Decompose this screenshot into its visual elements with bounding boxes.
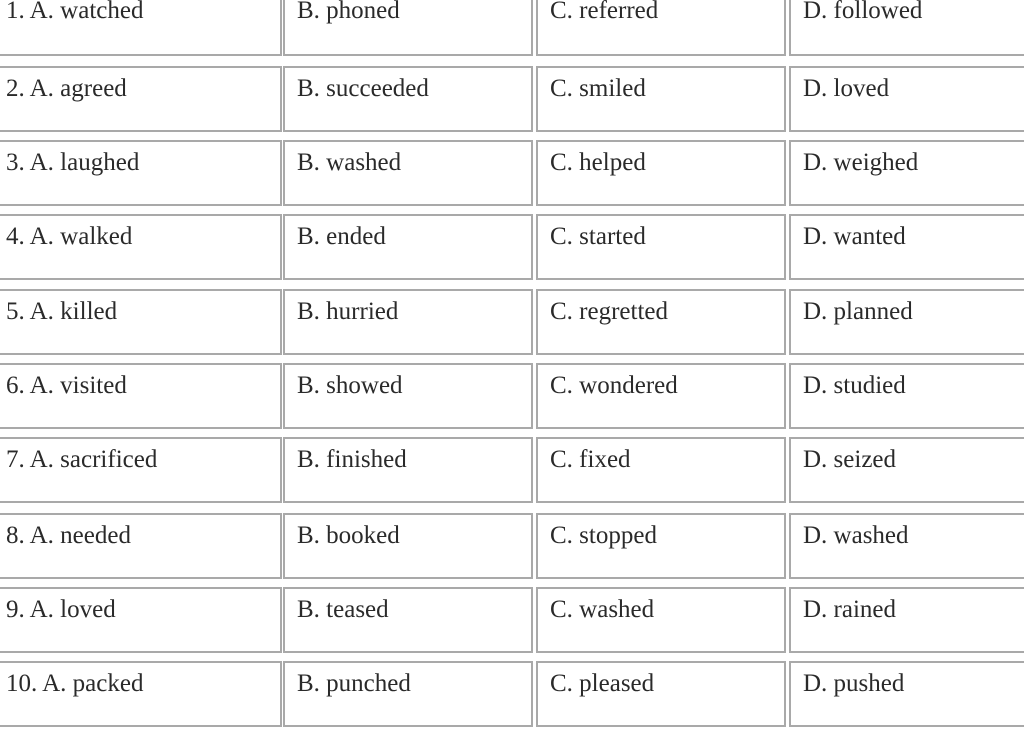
option-a: 2. A. agreed: [6, 75, 127, 102]
table-row: [0, 0, 1024, 64]
table-row: [0, 437, 1024, 511]
option-a-cell: [0, 66, 282, 132]
option-d: D. seized: [803, 446, 897, 473]
table-row: [0, 661, 1024, 735]
table-row: [0, 587, 1024, 661]
option-d: D. planned: [803, 298, 913, 325]
option-c: C. stopped: [550, 522, 657, 549]
option-d-cell: [789, 587, 1024, 653]
option-c-cell: [536, 363, 786, 429]
option-d: D. studied: [803, 372, 906, 399]
option-a-cell: [0, 0, 282, 56]
option-a-cell: [0, 661, 282, 727]
option-b: B. hurried: [297, 298, 399, 325]
option-a: 6. A. visited: [6, 372, 127, 399]
option-d-cell: [789, 66, 1024, 132]
option-b: B. ended: [297, 223, 386, 250]
table-row: [0, 289, 1024, 363]
option-d-cell: [789, 0, 1024, 56]
option-c-cell: [536, 214, 786, 280]
option-b: B. succeeded: [297, 75, 429, 102]
option-c: C. washed: [550, 596, 655, 623]
option-a-cell: [0, 214, 282, 280]
option-b: B. showed: [297, 372, 403, 399]
option-b: B. punched: [297, 670, 411, 697]
option-b-cell: [283, 661, 533, 727]
option-b-cell: [283, 66, 533, 132]
option-a: 5. A. killed: [6, 298, 118, 325]
option-a: 3. A. laughed: [6, 149, 140, 176]
option-a: 1. A. watched: [6, 0, 144, 24]
option-a-cell: [0, 587, 282, 653]
option-b-cell: [283, 513, 533, 579]
option-b-cell: [283, 140, 533, 206]
option-c: C. regretted: [550, 298, 669, 325]
option-d-cell: [789, 289, 1024, 355]
option-c-cell: [536, 289, 786, 355]
option-d: D. followed: [803, 0, 923, 24]
option-d: D. weighed: [803, 149, 919, 176]
option-b: B. teased: [297, 596, 389, 623]
option-d-cell: [789, 214, 1024, 280]
option-d-cell: [789, 661, 1024, 727]
option-d-cell: [789, 513, 1024, 579]
option-b: B. washed: [297, 149, 402, 176]
option-c: C. fixed: [550, 446, 631, 473]
option-a: 7. A. sacrificed: [6, 446, 158, 473]
option-a-cell: [0, 513, 282, 579]
option-c: C. smiled: [550, 75, 646, 102]
option-a: 8. A. needed: [6, 522, 131, 549]
option-a-cell: [0, 363, 282, 429]
option-b: B. phoned: [297, 0, 400, 24]
option-d: D. pushed: [803, 670, 905, 697]
option-c: C. pleased: [550, 670, 655, 697]
option-b-cell: [283, 289, 533, 355]
option-b-cell: [283, 437, 533, 503]
option-b: B. booked: [297, 522, 400, 549]
option-a: 4. A. walked: [6, 223, 133, 250]
option-d-cell: [789, 140, 1024, 206]
option-d: D. wanted: [803, 223, 906, 250]
option-b: B. finished: [297, 446, 407, 473]
option-c-cell: [536, 661, 786, 727]
option-c: C. started: [550, 223, 646, 250]
table-row: [0, 363, 1024, 437]
option-d-cell: [789, 363, 1024, 429]
option-a: 9. A. loved: [6, 596, 116, 623]
option-c-cell: [536, 140, 786, 206]
option-a-cell: [0, 437, 282, 503]
option-c: C. helped: [550, 149, 646, 176]
option-b-cell: [283, 587, 533, 653]
option-c: C. wondered: [550, 372, 678, 399]
option-c-cell: [536, 66, 786, 132]
option-c-cell: [536, 0, 786, 56]
option-d-cell: [789, 437, 1024, 503]
table-row: [0, 214, 1024, 288]
option-a-cell: [0, 289, 282, 355]
option-d: D. washed: [803, 522, 909, 549]
option-a: 10. A. packed: [6, 670, 144, 697]
option-b-cell: [283, 363, 533, 429]
option-c-cell: [536, 437, 786, 503]
option-d: D. loved: [803, 75, 890, 102]
table-row: [0, 513, 1024, 587]
option-d: D. rained: [803, 596, 897, 623]
option-c-cell: [536, 513, 786, 579]
table-row: [0, 66, 1024, 140]
option-c-cell: [536, 587, 786, 653]
option-b-cell: [283, 214, 533, 280]
option-b-cell: [283, 0, 533, 56]
option-c: C. referred: [550, 0, 659, 24]
option-a-cell: [0, 140, 282, 206]
table-row: [0, 140, 1024, 214]
